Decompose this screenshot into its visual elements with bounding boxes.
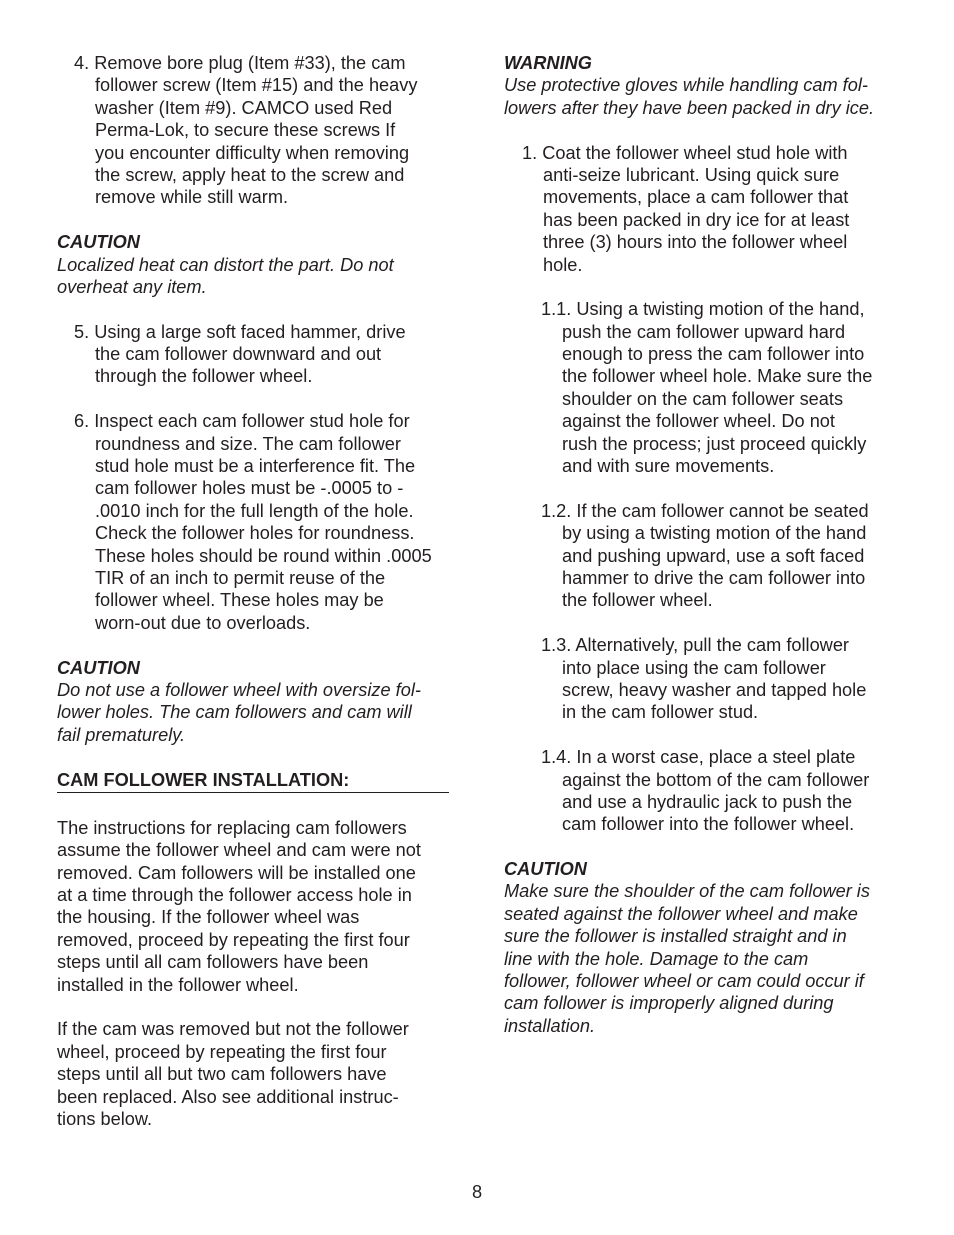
text-line: hammer to drive the cam follower into [562,567,866,588]
caution-heading: CAUTION [57,232,140,253]
step-1 [504,142,904,276]
text-line: against the bottom of the cam follower [562,769,870,790]
text-line: fail prematurely. [57,724,186,745]
page-number: 8 [471,1182,483,1202]
caution-text [57,254,449,299]
text-line: at a time through the follower access hole in [57,885,412,906]
text-line: the follower wheel hole. Make sure the [562,366,873,387]
step-5 [57,321,449,388]
text-line: 1.2. If the cam follower cannot be seated [541,500,869,521]
text-line: removed. Cam followers will be installed one [57,862,416,883]
text-line: in the cam follower stud. [562,702,759,723]
step-6 [57,410,449,634]
text-line: against the follower wheel. Do not [562,411,835,432]
text-line: been replaced. Also see additional instruc- [57,1086,399,1107]
text-line: roundness and size. The cam follower [95,433,401,454]
section-heading: CAM FOLLOWER INSTALLATION: [57,769,449,793]
text-line: removed, proceed by repeating the first four [57,929,410,950]
text-line: stud hole must be a interference fit. The [95,456,416,477]
text-line: rush the process; just proceed quickly [562,433,867,454]
text-line: tions below. [57,1108,153,1129]
text-line: 1. Coat the follower wheel stud hole with [522,142,848,163]
text-line: seated against the follower wheel and make [504,903,858,924]
caution-heading: CAUTION [504,859,587,880]
text-line: screw, heavy washer and tapped hole [562,679,867,700]
text-line: Do not use a follower wheel with oversize fol- [57,679,421,700]
text-line: 5. Using a large soft faced hammer, drive [74,321,406,342]
text-line: worn-out due to overloads. [95,612,311,633]
text-line: into place using the cam follower [562,657,826,678]
step-1-3 [504,634,904,724]
text-line: Perma-Lok, to secure these screws If [95,120,396,141]
step-1-2 [504,500,904,612]
text-line: through the follower wheel. [95,366,313,387]
text-line: hole. [543,254,583,275]
text-line: movements, place a cam follower that [543,187,849,208]
text-line: by using a twisting motion of the hand [562,523,867,544]
text-line: three (3) hours into the follower wheel [543,232,848,253]
text-line: Check the follower holes for roundness. [95,523,415,544]
paragraph [57,817,449,996]
text-line: shoulder on the cam follower seats [562,388,844,409]
text-line: steps until all cam followers have been [57,952,369,973]
caution-text [57,679,449,746]
text-line: assume the follower wheel and cam were not [57,840,421,861]
left-column [57,52,449,1130]
warning-heading: WARNING [504,53,592,73]
step-4 [57,52,449,209]
step-1-4 [504,746,904,836]
text-line: and use a hydraulic jack to push the [562,791,853,812]
right-column [504,52,904,1037]
text-line: If the cam was removed but not the follower [57,1019,409,1040]
text-line: 1.1. Using a twisting motion of the hand, [541,299,865,320]
text-line: line with the hole. Damage to the cam [504,948,809,969]
text-line: TIR of an inch to permit reuse of the [95,567,386,588]
text-line: cam follower holes must be -.0005 to - [95,478,404,499]
text-line: 6. Inspect each cam follower stud hole for [74,411,410,432]
text-line: Use protective gloves while handling cam fol- [504,75,868,96]
text-line: 4. Remove bore plug (Item #33), the cam [74,53,406,73]
text-line: you encounter difficulty when removing [95,142,410,163]
text-line: the cam follower downward and out [95,344,382,365]
text-line: push the cam follower upward hard [562,321,846,342]
text-line: the follower wheel. [562,590,713,611]
text-line: anti-seize lubricant. Using quick sure [543,164,840,185]
text-line: and pushing upward, use a soft faced [562,545,865,566]
caution-text [504,880,904,1037]
text-line: follower wheel. These holes may be [95,590,384,611]
text-line: enough to press the cam follower into [562,344,865,365]
text-line: remove while still warm. [95,187,289,208]
text-line: follower screw (Item #15) and the heavy [95,75,418,96]
text-line: cam follower into the follower wheel. [562,814,855,835]
text-line: installation. [504,1015,595,1036]
text-line: steps until all but two cam followers have [57,1064,387,1085]
warning-text [504,74,904,119]
text-line: 1.4. In a worst case, place a steel plate [541,747,856,768]
text-line: lower holes. The cam followers and cam will [57,702,412,723]
text-line: sure the follower is installed straight and in [504,926,847,947]
paragraph [57,1018,449,1130]
text-line: follower, follower wheel or cam could occur if [504,971,864,992]
text-line: The instructions for replacing cam followers [57,817,407,838]
step-1-1 [504,298,904,477]
text-line: Make sure the shoulder of the cam follower is [504,881,870,902]
caution-heading: CAUTION [57,657,140,678]
text-line: 1.3. Alternatively, pull the cam follower [541,635,849,656]
text-line: the housing. If the follower wheel was [57,907,360,928]
text-line: Localized heat can distort the part. Do not [57,254,394,275]
text-line: washer (Item #9). CAMCO used Red [95,97,393,118]
text-line: and with sure movements. [562,456,775,477]
text-line: the screw, apply heat to the screw and [95,164,405,185]
text-line: overheat any item. [57,276,207,297]
text-line: .0010 inch for the full length of the hole. [95,500,414,521]
text-line: installed in the follower wheel. [57,974,299,995]
text-line: wheel, proceed by repeating the first four [57,1041,387,1062]
text-line: has been packed in dry ice for at least [543,209,850,230]
text-line: These holes should be round within .0005 [95,545,432,566]
text-line: cam follower is improperly aligned during [504,993,834,1014]
text-line: lowers after they have been packed in dry ice. [504,97,875,118]
